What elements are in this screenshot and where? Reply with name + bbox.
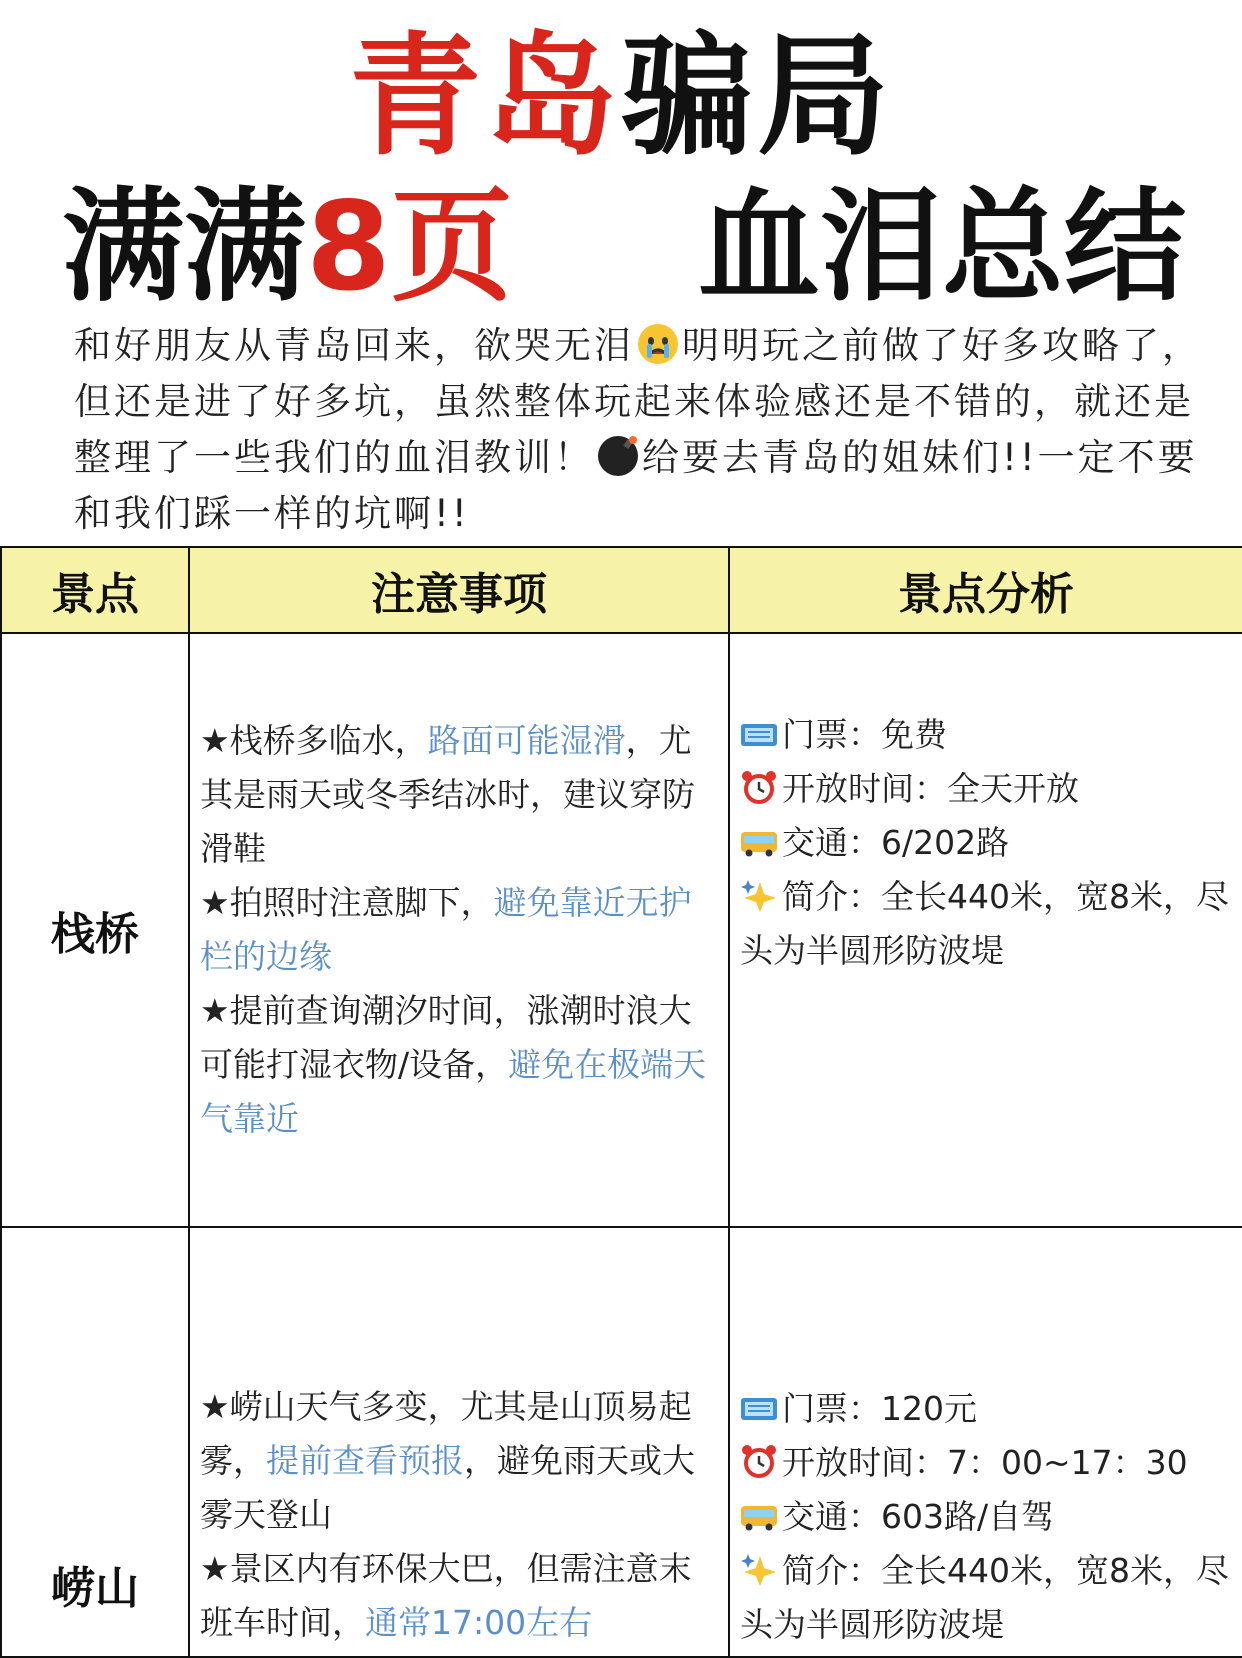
note-item xyxy=(200,714,716,876)
title-black-part: 骗局 xyxy=(621,20,893,174)
ticket-icon xyxy=(740,1386,778,1416)
note-highlight: 路面可能湿滑 xyxy=(427,721,626,760)
note-highlight: 通常17:00左右 xyxy=(365,1603,593,1642)
notes-cell xyxy=(189,1227,729,1657)
header-spot: 景点 xyxy=(1,547,189,633)
note-item xyxy=(200,984,716,1146)
note-text: ，避免雨天或大雾天登山 xyxy=(200,1441,695,1534)
title-line-1 xyxy=(0,22,1242,172)
notes-cell xyxy=(189,633,729,1227)
attractions-table xyxy=(0,546,1242,1658)
analysis-ticket: 门票：免费 xyxy=(740,708,1234,762)
note-text: ★提前查询潮汐时间，涨潮时浪大可能打湿衣物/设备， xyxy=(200,991,692,1084)
note-text: ★景区内有环保大巴，但需注意末班车时间， xyxy=(200,1549,692,1642)
analysis-intro: 简介：全长440米，宽8米，尽头为半圆形防波堤 xyxy=(740,1544,1234,1652)
intro-part-3: 给要去青岛的姐妹们!!一定不要和我们踩一样的坑啊!! xyxy=(74,436,1198,535)
analysis-intro: 简介：全长440米，宽8米，尽头为半圆形防波堤 xyxy=(740,870,1234,978)
table-row xyxy=(1,1227,1242,1657)
note-highlight: 提前查看预报 xyxy=(266,1441,464,1480)
bomb-icon xyxy=(598,436,638,476)
analysis-hours: 开放时间：7：00~17：30 xyxy=(740,1436,1234,1490)
table-row xyxy=(1,633,1242,1227)
analysis-ticket: 门票：120元 xyxy=(740,1382,1234,1436)
subtitle-black-part: 满满 xyxy=(62,176,306,318)
note-text: ，尤其是雨天或冬季结冰时，建议穿防滑鞋 xyxy=(200,721,695,868)
analysis-cell xyxy=(729,1227,1242,1657)
ticket-icon xyxy=(740,712,778,742)
bus-icon xyxy=(740,820,778,850)
sparkles-icon xyxy=(740,1548,778,1578)
analysis-transport: 交通：603路/自驾 xyxy=(740,1490,1234,1544)
intro-part-2: 明明玩之前做了好多攻略了，但还是进了好多坑，虽然整体玩起来体验感还是不错的，就还是整理了一些我们的血泪教训！ xyxy=(74,324,1202,479)
note-item xyxy=(200,1380,716,1542)
spot-name: 栈桥 xyxy=(1,633,189,1227)
analysis-transport: 交通：6/202路 xyxy=(740,816,1234,870)
subtitle-red-part: 8页 xyxy=(306,176,513,318)
intro-part-1: 和好朋友从青岛回来，欲哭无泪 xyxy=(74,324,634,367)
spot-name: 崂山 xyxy=(1,1227,189,1657)
bus-icon xyxy=(740,1494,778,1524)
header-analysis: 景点分析 xyxy=(729,547,1242,633)
intro-paragraph xyxy=(74,318,1204,542)
table-header-row xyxy=(1,547,1242,633)
crying-face-icon xyxy=(638,324,678,364)
analysis-hours: 开放时间：全天开放 xyxy=(740,762,1234,816)
analysis-cell xyxy=(729,633,1242,1227)
sparkles-icon xyxy=(740,874,778,904)
subtitle-left xyxy=(62,176,513,318)
note-highlight: 避免在极端天气靠近 xyxy=(200,1045,707,1138)
alarm-clock-icon xyxy=(740,1440,778,1470)
note-text: ★栈桥多临水， xyxy=(200,721,428,760)
note-item xyxy=(200,876,716,984)
title-red-part: 青岛 xyxy=(349,20,621,174)
note-highlight: 避免靠近无护栏的边缘 xyxy=(200,883,692,976)
note-text: ★崂山天气多变，尤其是山顶易起雾， xyxy=(200,1387,692,1480)
subtitle-right: 血泪总结 xyxy=(698,176,1186,318)
header-notes: 注意事项 xyxy=(189,547,729,633)
note-text: ★拍照时注意脚下， xyxy=(200,883,494,922)
note-item xyxy=(200,1542,716,1650)
alarm-clock-icon xyxy=(740,766,778,796)
